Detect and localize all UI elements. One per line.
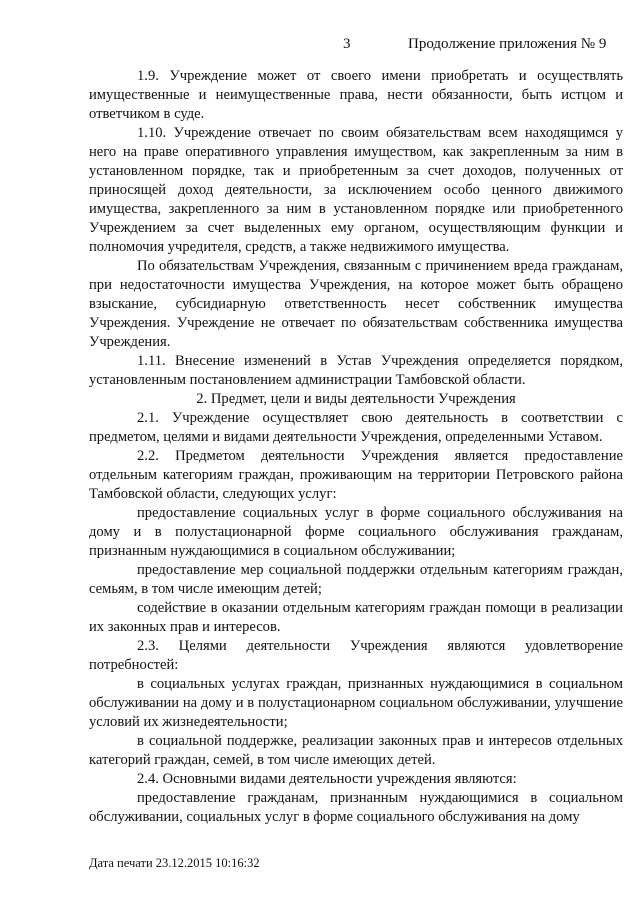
paragraph: По обязательствам Учреждения, связанным с причинением вреда гражданам, при недостаточности имущества Учреждения, на которое может быть обращено взыскание, субсидиарную ответственность несет собственник имущества Учреждения. Учреждение не отвечает по обязательствам собственника имущества Учреждения. [89, 258, 623, 350]
paragraph: в социальной поддержке, реализации законных прав и интересов отдельных категорий граждан, семей, в том числе имеющих детей. [89, 733, 623, 768]
document-body [89, 67, 623, 827]
paragraph: предоставление мер социальной поддержки отдельным категориям граждан, семьям, в том числе имеющим детей; [89, 562, 623, 597]
paragraph: в социальных услугах граждан, признанных нуждающимися в социальном обслуживании на дому и в полустационарном социальном обслуживании, улучшение условий их жизнедеятельности; [89, 676, 623, 730]
paragraph: 1.9. Учреждение может от своего имени приобретать и осуществлять имущественные и неимущественные права, нести обязанности, быть истцом и ответчиком в суде. [89, 68, 623, 122]
paragraph: содействие в оказании отдельным категориям граждан помощи в реализации их законных прав и интересов. [89, 600, 623, 635]
page-number: 3 [343, 36, 351, 52]
paragraph: 2.2. Предметом деятельности Учреждения является предоставление отдельным категориям граждан, проживающим на территории Петровского района Тамбовской области, следующих услуг: [89, 448, 623, 502]
paragraph: 2.4. Основными видами деятельности учреждения являются: [137, 771, 517, 787]
paragraph: 2.3. Целями деятельности Учреждения являются удовлетворение потребностей: [89, 638, 623, 673]
section-heading: 2. Предмет, цели и виды деятельности Учреждения [196, 391, 516, 407]
paragraph: 1.11. Внесение изменений в Устав Учреждения определяется порядком, установленным постановлением администрации Тамбовской области. [89, 353, 623, 388]
paragraph: предоставление гражданам, признанным нуждающимися в социальном обслуживании, социальных услуг в форме социального обслуживания на дому [89, 790, 623, 825]
paragraph: предоставление социальных услуг в форме социального обслуживания на дому и в полустационарной форме социального обслуживания гражданам, признанным нуждающимися в социальном обслуживании; [89, 505, 623, 559]
paragraph: 1.10. Учреждение отвечает по своим обязательствам всем находящимся у него на праве оперативного управления имуществом, как закрепленным за ним в установленном порядке, так и приобретенным за счет доходов, полученных от приносящей доход деятельности, за исключением особо ценного движимого имущества, закрепленного за ним в установленном порядке или приобретенного Учреждением за счет выделенных ему органом, осуществляющим функции и полномочия учредителя, средств, а также недвижимого имущества. [89, 125, 623, 255]
print-date-footer: Дата печати 23.12.2015 10:16:32 [89, 856, 260, 870]
paragraph: 2.1. Учреждение осуществляет свою деятельность в соответствии с предметом, целями и видами деятельности Учреждения, определенными Уставом. [89, 410, 623, 445]
running-header: Продолжение приложения № 9 [408, 36, 607, 52]
